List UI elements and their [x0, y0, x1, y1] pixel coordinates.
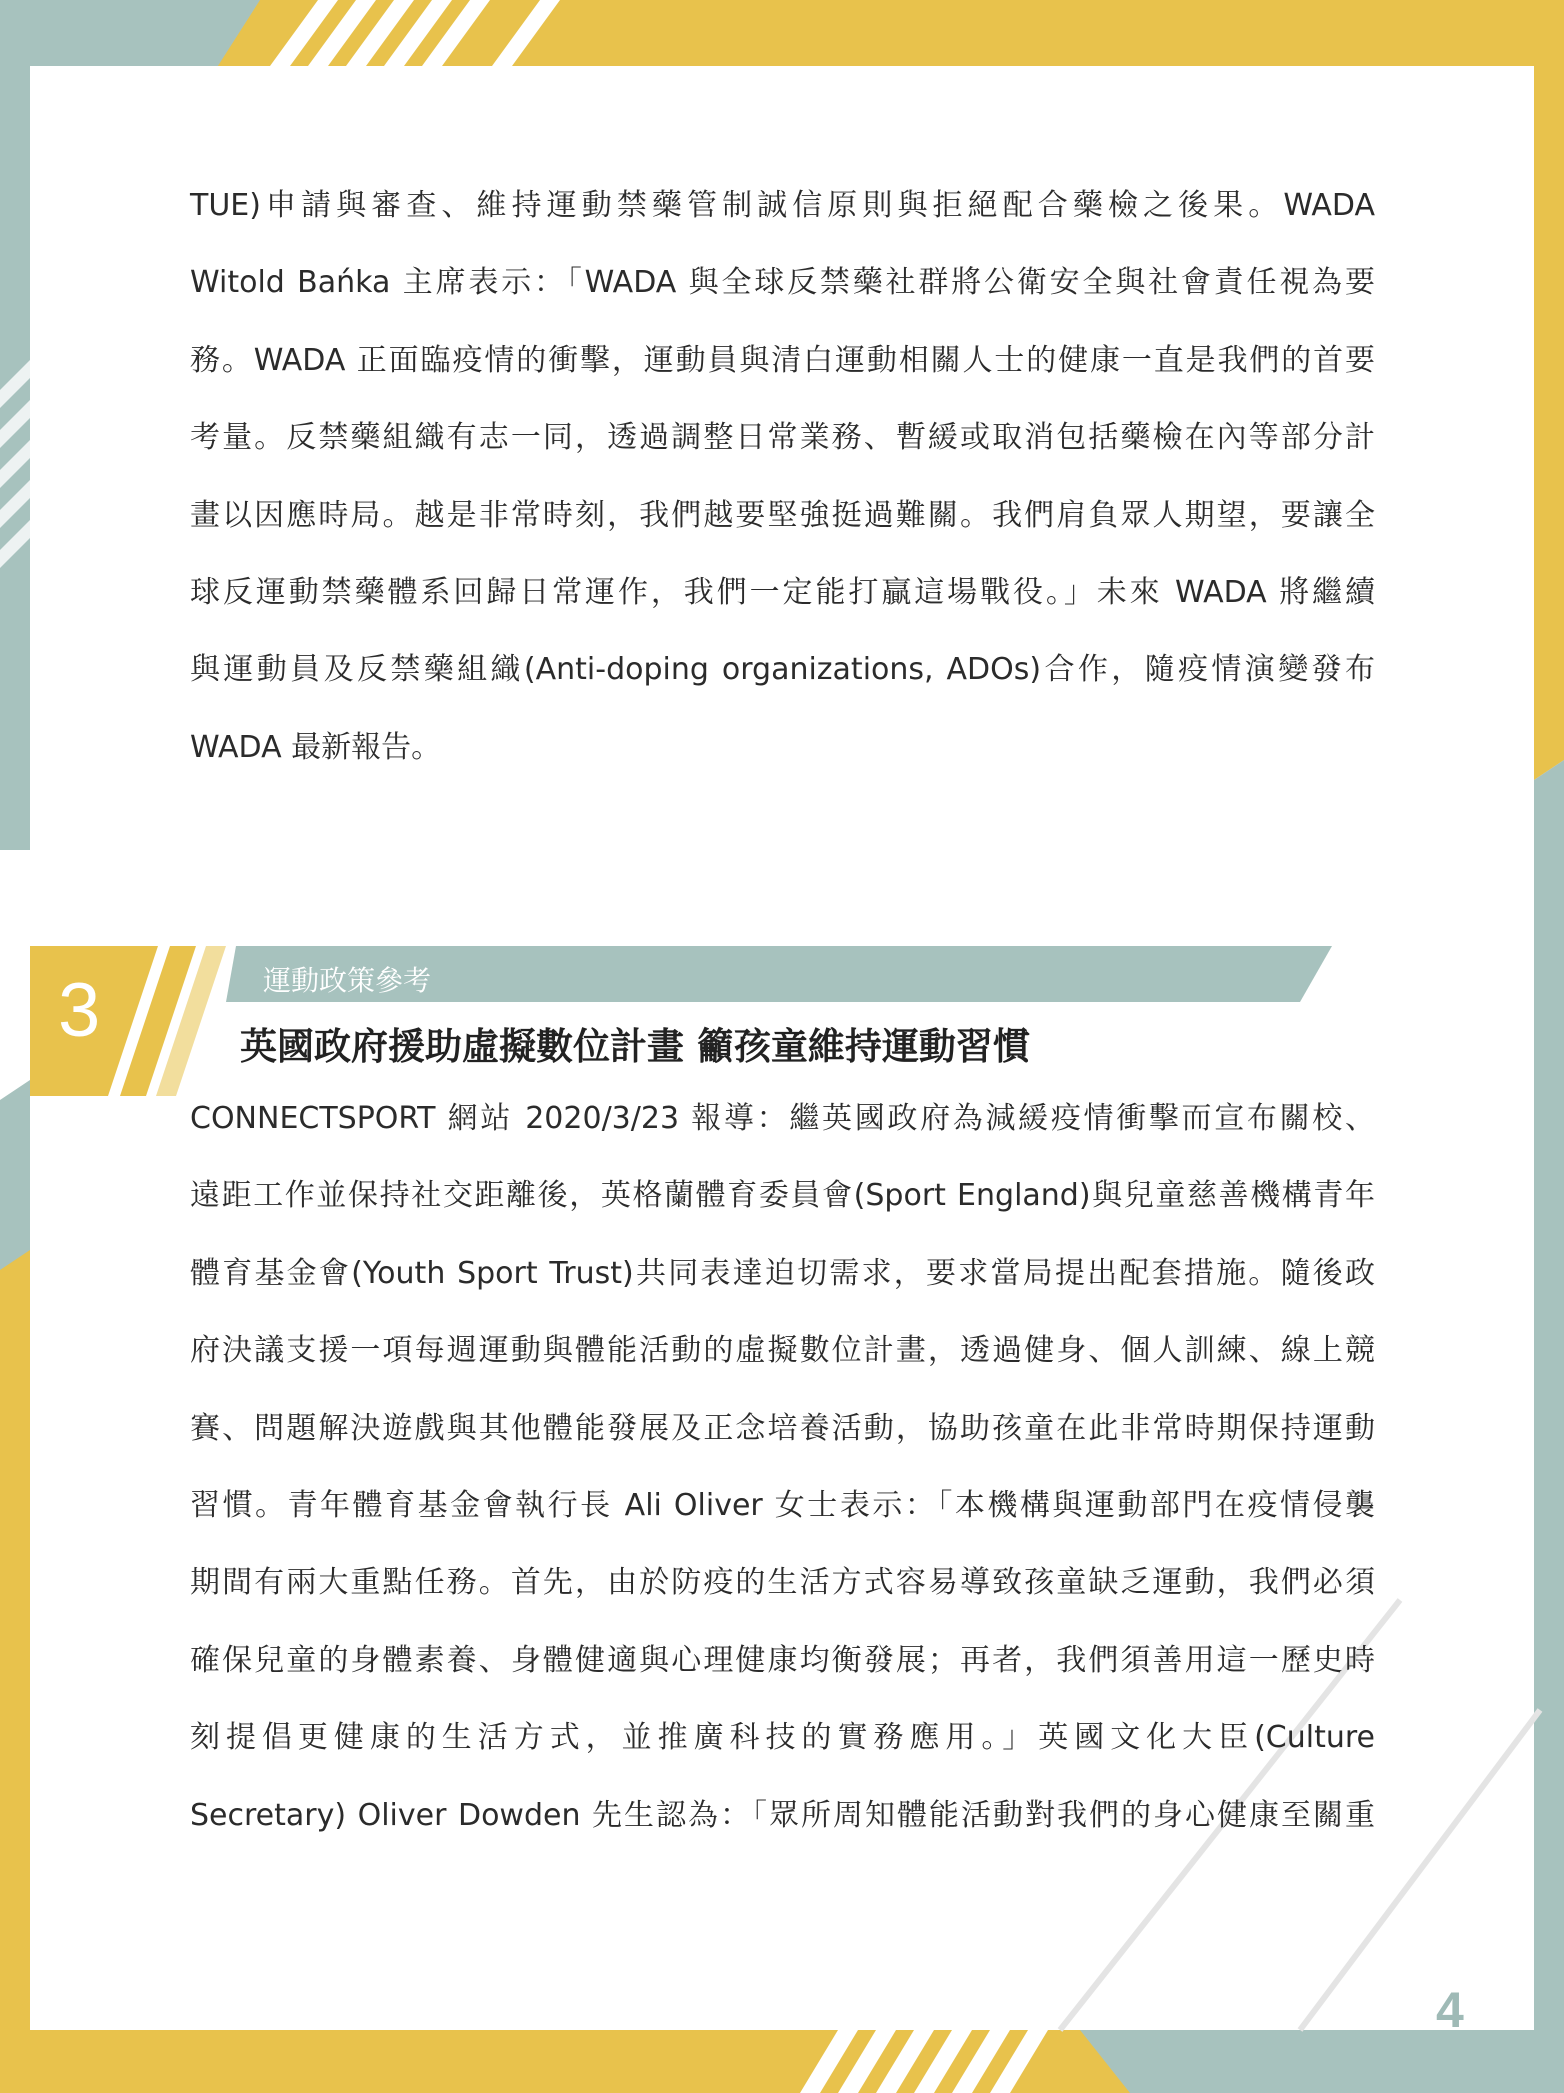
article-line: Secretary) Oliver Dowden 先生認為：「眾所周知體能活動對我們的身心健康至關重	[190, 1797, 1375, 1833]
intro-line: TUE)申請與審查、維持運動禁藥管制誠信原則與拒絕配合藥檢之後果。WADA	[190, 188, 1375, 223]
page-number: 4	[1436, 1982, 1464, 2038]
intro-line: 球反運動禁藥體系回歸日常運作，我們一定能打贏這場戰役。」未來 WADA 將繼續	[190, 574, 1375, 610]
article-line: CONNECTSPORT 網站 2020/3/23 報導：繼英國政府為減緩疫情衝擊而宣布關校、	[190, 1101, 1375, 1136]
frame-bottom-band	[0, 2030, 1564, 2093]
intro-line: 考量。反禁藥組織有志一同，透過調整日常業務、暫緩或取消包括藥檢在內等部分計	[190, 420, 1375, 456]
article-paragraph	[190, 1091, 1375, 1865]
intro-line: 畫以因應時局。越是非常時刻，我們越要堅強挺過難關。我們肩負眾人期望，要讓全	[190, 497, 1375, 533]
article-line: 確保兒童的身體素養、身體健適與心理健康均衡發展；再者，我們須善用這一歷史時	[190, 1642, 1375, 1678]
intro-paragraph	[190, 178, 1375, 797]
article-line: 期間有兩大重點任務。首先，由於防疫的生活方式容易導致孩童缺乏運動，我們必須	[190, 1565, 1375, 1601]
frame-left-yellow	[0, 1220, 30, 2093]
frame-right-teal	[1534, 760, 1564, 2093]
intro-line: 與運動員及反禁藥組織(Anti-doping organizations, ADOs)合作，隨疫情演變發布	[190, 652, 1375, 688]
section-title: 英國政府援助虛擬數位計畫 籲孩童維持運動習慣	[240, 1025, 1030, 1068]
article-line: 刻提倡更健康的生活方式，並推廣科技的實務應用。」英國文化大臣(Culture	[190, 1720, 1375, 1756]
article-line: 習慣。青年體育基金會執行長 Ali Oliver 女士表示：「本機構與運動部門在疫情侵襲	[190, 1487, 1375, 1523]
section-number: 3	[58, 968, 101, 1053]
intro-line: 務。WADA 正面臨疫情的衝擊，運動員與清白運動相關人士的健康一直是我們的首要	[190, 342, 1375, 378]
article-line: 賽、問題解決遊戲與其他體能發展及正念培養活動，協助孩童在此非常時期保持運動	[190, 1410, 1375, 1446]
intro-line: Witold Bańka 主席表示：「WADA 與全球反禁藥社群將公衛安全與社會責任視為要	[190, 265, 1375, 301]
frame-right-yellow	[1534, 0, 1564, 780]
article-line: 府決議支援一項每週運動與體能活動的虛擬數位計畫，透過健身、個人訓練、線上競	[190, 1333, 1375, 1369]
frame-left-teal-bottom	[0, 1080, 30, 1270]
article-line: 遠距工作並保持社交距離後，英格蘭體育委員會(Sport England)與兒童慈善機構青年	[190, 1178, 1375, 1214]
intro-line: WADA 最新報告。	[190, 729, 442, 765]
section-label: 運動政策參考	[263, 964, 432, 997]
article-line: 體育基金會(Youth Sport Trust)共同表達迫切需求，要求當局提出配套措施。隨後政	[190, 1255, 1375, 1291]
